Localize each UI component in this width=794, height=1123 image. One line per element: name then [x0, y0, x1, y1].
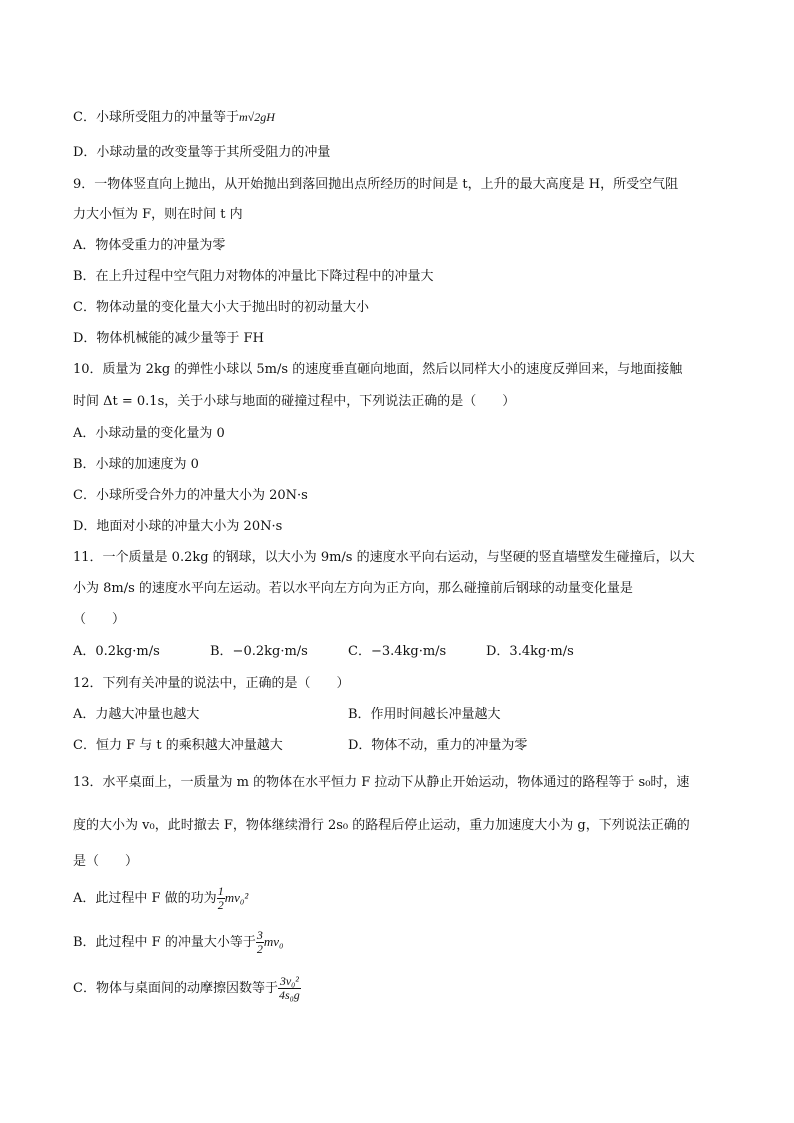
q13-option-a-fraction [217, 885, 225, 912]
q13-stem-line2: 度的大小为 v₀，此时撤去 F，物体继续滑行 2s₀ 的路程后停止运动，重力加速度大小为 g，下列说法正确的 [73, 818, 690, 833]
q12-option-a: A．力越大冲量也越大 [73, 707, 200, 722]
q13-option-c-fraction [278, 975, 301, 1002]
q11-option-d: D．3.4kg·m/s [486, 644, 574, 659]
q12-option-b: B．作用时间越长冲量越大 [348, 707, 501, 722]
q8-option-c-text: C．小球所受阻力的冲量等于 [73, 110, 239, 125]
q11-option-b: B．−0.2kg·m/s [210, 644, 308, 659]
q10-option-b: B．小球的加速度为 0 [73, 457, 199, 472]
q11-option-c: C．−3.4kg·m/s [348, 644, 447, 659]
q9-option-d: D．物体机械能的减少量等于 FH [73, 331, 264, 346]
q8-option-d: D．小球动量的改变量等于其所受阻力的冲量 [73, 145, 331, 160]
q11-stem-line3: （ ） [73, 612, 126, 627]
q12-stem: 12．下列有关冲量的说法中，正确的是（ ） [73, 676, 350, 691]
q12-option-d: D．物体不动，重力的冲量为零 [348, 738, 528, 753]
q13-option-c-numerator: 3v₀² [279, 974, 299, 988]
q10-option-d: D．地面对小球的冲量大小为 20N·s [73, 519, 283, 534]
q10-stem-line1: 10．质量为 2kg 的弹性小球以 5m/s 的速度垂直砸向地面，然后以同样大小的速度反弹回来，与地面接触 [73, 362, 683, 377]
q9-option-a: A．物体受重力的冲量为零 [73, 238, 226, 253]
q9-option-b: B．在上升过程中空气阻力对物体的冲量比下降过程中的冲量大 [73, 269, 434, 284]
q13-option-b-text: B．此过程中 F 的冲量大小等于 [73, 935, 256, 950]
q9-option-c: C．物体动量的变化量大小大于抛出时的初动量大小 [73, 300, 369, 315]
q11-stem-line2: 小为 8m/s 的速度水平向左运动。若以水平向左方向为正方向，那么碰撞前后钢球的动量变化量是 [73, 581, 633, 596]
q12-option-c: C．恒力 F 与 t 的乘积越大冲量越大 [73, 738, 283, 753]
q13-option-a-tail: mv₀² [224, 890, 249, 905]
q13-option-b [73, 927, 284, 958]
q13-option-a [73, 883, 248, 914]
q13-option-b-tail: mv₀ [263, 934, 284, 949]
q13-option-c [73, 972, 301, 1006]
q13-option-b-numerator: 3 [256, 928, 263, 942]
q13-option-a-text: A．此过程中 F 做的功为 [73, 891, 217, 906]
q13-stem-line3: 是（ ） [73, 854, 139, 869]
q13-option-a-numerator: 1 [217, 884, 224, 898]
q11-option-a: A．0.2kg·m/s [73, 644, 160, 659]
q8-option-c-formula: m√2gH [238, 110, 275, 124]
q10-option-a: A．小球动量的变化量为 0 [73, 426, 225, 441]
q8-option-c [73, 107, 275, 128]
q13-stem-line1: 13．水平桌面上，一质量为 m 的物体在水平恒力 F 拉动下从静止开始运动，物体通过的路程等于 s₀时，速 [73, 775, 690, 790]
q11-stem-line1: 11．一个质量是 0.2kg 的钢球，以大小为 9m/s 的速度水平向右运动，与坚硬的竖直墙壁发生碰撞后，以大 [73, 550, 695, 565]
q13-option-a-denominator: 2 [217, 898, 224, 912]
q13-option-b-denominator: 2 [256, 942, 263, 956]
q13-option-b-fraction [256, 929, 264, 956]
q13-option-c-denominator: 4s₀g [278, 988, 300, 1002]
q9-stem-line2: 力大小恒为 F，则在时间 t 内 [73, 207, 243, 222]
q10-stem-line2: 时间 Δt = 0.1s，关于小球与地面的碰撞过程中，下列说法正确的是（ ） [73, 394, 516, 409]
q13-option-c-text: C．物体与桌面间的动摩擦因数等于 [73, 981, 278, 996]
q10-option-c: C．小球所受合外力的冲量大小为 20N·s [73, 488, 308, 503]
q9-stem-line1: 9．一物体竖直向上抛出，从开始抛出到落回抛出点所经历的时间是 t，上升的最大高度是 H，所受空气阻 [73, 177, 679, 192]
